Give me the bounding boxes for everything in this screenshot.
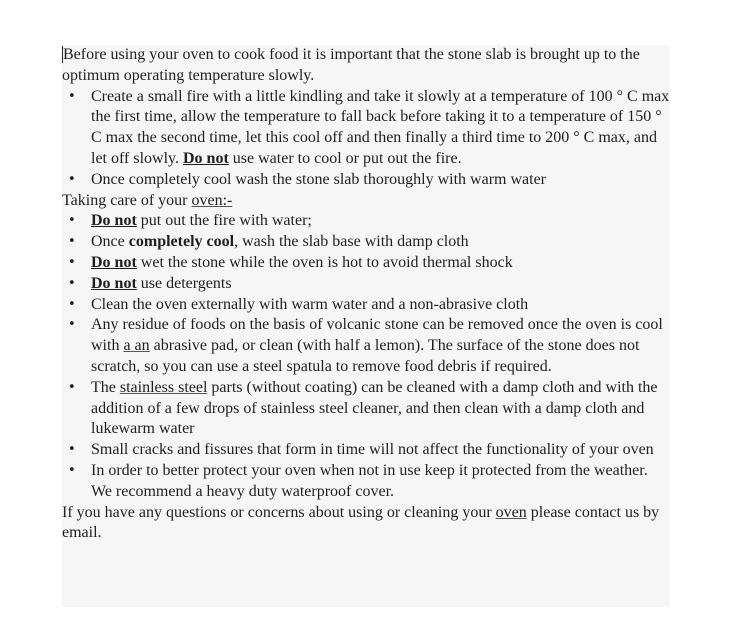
list-item: • Clean the oven externally with warm water and a non-abrasive cloth [62,295,670,316]
care-heading: Taking care of your oven:- [62,191,233,209]
list-item: • Once completely cool, wash the slab base with damp cloth [62,232,670,253]
list-item: • In order to better protect your oven when not in use keep it protected from the weather. We recommend a heavy duty waterproof cover. [62,461,670,503]
list-item: • Create a small fire with a little kindling and take it slowly at a temperature of 100 ° C max the first time, allow the temperature to fall back before taking it to a temperature of 150 ° C max the second time, let this cool off and then finally a third time to 200 ° C max, and let off slowly. Do not use water to cool or put out the fire. [62,87,670,170]
document-body[interactable] [62,45,670,607]
list-item: • Do not wet the stone while the oven is hot to avoid thermal shock [62,253,670,274]
list-item: • The stainless steel parts (without coating) can be cleaned with a damp cloth and with the addition of a few drops of stainless steel cleaner, and then clean with a damp cloth and lukewarm water [62,378,670,440]
intro-paragraph: Before using your oven to cook food it is important that the stone slab is brought up to the optimum operating temperature slowly. [62,46,640,84]
spellcheck-flagged-word: oven [495,503,527,521]
list-item: • Small cracks and fissures that form in time will not affect the functionality of your oven [62,440,670,461]
preparation-list [62,87,670,191]
list-item: • Any residue of foods on the basis of volcanic stone can be removed once the oven is cool with a an abrasive pad, or clean (with half a lemon). The surface of the stone does not scratch, so you can use a steel spatula to remove food debris if required. [62,315,670,377]
spellcheck-flagged-word: stainless steel [119,378,208,396]
care-list [62,211,670,502]
list-item: • Do not put out the fire with water; [62,211,670,232]
list-item: • Do not use detergents [62,274,670,295]
closing-paragraph: If you have any questions or concerns about using or cleaning your oven please contact us by email. [62,503,660,542]
spellcheck-flagged-word: oven:- [191,191,233,209]
list-item: • Once completely cool wash the stone slab thoroughly with warm water [62,170,670,191]
spellcheck-flagged-word: a an [123,337,150,355]
